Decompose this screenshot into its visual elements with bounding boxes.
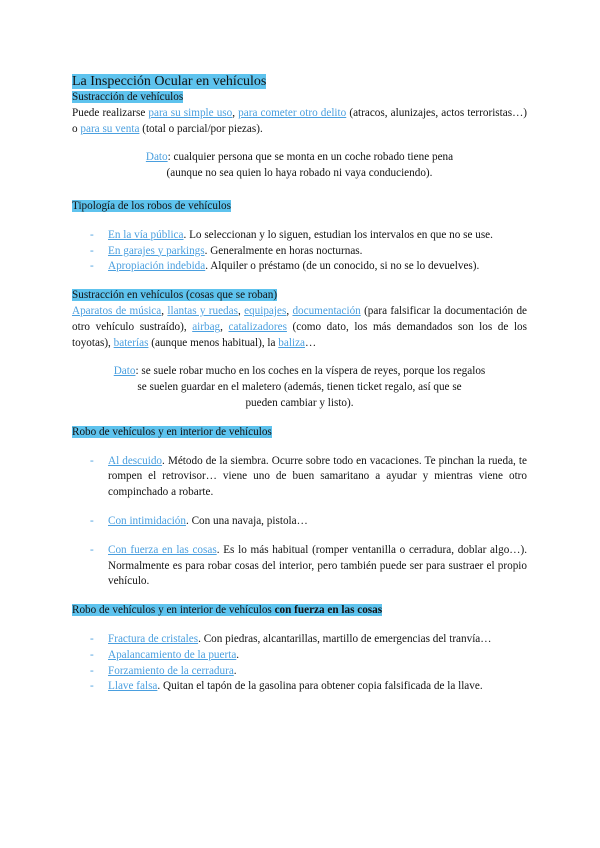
list-item: - Fractura de cristales. Con piedras, alcantarillas, martillo de emergencias del tranvía…	[90, 632, 492, 645]
link-garajes[interactable]: En garajes y parkings	[108, 244, 205, 257]
link-apalancamiento[interactable]: Apalancamiento de la puerta	[108, 648, 237, 661]
list-item: - En la vía pública. Lo seleccionan y lo siguen, estudian los intervalos en que no se use.	[90, 228, 493, 241]
section-heading-cosas-robadas: Sustracción en vehículos (cosas que se roban)	[72, 289, 278, 302]
document-title: La Inspección Ocular en vehículos	[72, 74, 267, 89]
link-con-intimidacion[interactable]: Con intimidación	[108, 514, 186, 527]
link-apropiacion[interactable]: Apropiación indebida	[108, 260, 206, 273]
link-fractura-cristales[interactable]: Fractura de cristales	[108, 632, 199, 645]
link-al-descuido[interactable]: Al descuido	[108, 454, 163, 467]
link-airbag[interactable]: airbag	[192, 320, 221, 333]
document-content	[72, 73, 527, 695]
paragraph-sustraccion: Puede realizarse para su simple uso, para cometer otro delito (atracos, alunizajes, actos terroristas…) o para su venta (total o parcial/por piezas).	[72, 106, 528, 135]
note-dato-1-line2: (aunque no sea quien lo haya robado ni vaya conduciendo).	[166, 167, 433, 180]
link-catalizadores[interactable]: catalizadores	[228, 320, 287, 333]
link-equipajes[interactable]: equipajes	[244, 304, 287, 317]
list-fuerza-cosas	[72, 632, 527, 695]
list-item: - Apalancamiento de la puerta.	[90, 648, 240, 661]
link-llantas[interactable]: llantas y ruedas	[167, 304, 238, 317]
list-item: - En garajes y parkings. Generalmente en horas nocturnas.	[90, 244, 363, 257]
list-item: - Llave falsa. Quitan el tapón de la gasolina para obtener copia falsificada de la llave.	[90, 680, 483, 693]
section-heading-robo-vehiculos: Robo de vehículos y en interior de vehículos	[72, 425, 272, 438]
list-robo-vehiculos-2	[72, 514, 527, 530]
list-robo-vehiculos	[72, 454, 527, 501]
link-via-publica[interactable]: En la vía pública	[108, 228, 184, 241]
link-llave-falsa[interactable]: Llave falsa	[108, 680, 158, 693]
list-robo-vehiculos-3	[72, 543, 527, 590]
note-dato-1: Dato: cualquier persona que se monta en un coche robado tiene pena	[145, 151, 454, 164]
note-label[interactable]: Dato	[113, 365, 136, 378]
section-heading-sustraccion: Sustracción de vehículos	[72, 91, 184, 103]
section-heading-fuerza-cosas: Robo de vehículos y en interior de vehículos con fuerza en las cosas	[72, 604, 383, 617]
note-dato-2-line2: se suelen guardar en el maletero (además, tienen ticket regalo, así que se	[137, 381, 462, 394]
note-dato-2-line3: pueden cambiar y listo).	[245, 396, 354, 409]
link-baterias[interactable]: baterías	[113, 336, 149, 349]
note-dato-2: Dato: se suele robar mucho en los coches en la víspera de reyes, porque los regalos	[113, 365, 486, 378]
section-heading-tipologia: Tipología de los robos de vehículos	[72, 199, 232, 212]
list-tipologia	[72, 228, 527, 275]
link-simple-uso[interactable]: para su simple uso	[148, 106, 233, 119]
list-item: - Con intimidación. Con una navaja, pistola…	[90, 514, 308, 527]
list-item: - Al descuido. Método de la siembra. Ocurre sobre todo en vacaciones. Te pinchan la rueda, te rompen el retrovisor… viene uno de buen samaritano a ayudar y mientras viene otro compinchado a robarte.	[90, 454, 527, 499]
list-item: - Apropiación indebida. Alquiler o préstamo (de un conocido, si no se lo devuelves).	[90, 260, 480, 273]
link-con-fuerza[interactable]: Con fuerza en las cosas	[108, 543, 217, 556]
paragraph-cosas-robadas: Aparatos de música, llantas y ruedas, equipajes, documentación (para falsificar la documentación de otro vehículo sustraído), airbag, catalizadores (como dato, los más demandados son los de los toyotas), baterías (aunque menos habitual), la baliza…	[72, 304, 528, 349]
link-baliza[interactable]: baliza	[278, 336, 306, 349]
link-forzamiento[interactable]: Forzamiento de la cerradura	[108, 664, 234, 677]
link-documentacion[interactable]: documentación	[292, 304, 361, 317]
link-aparatos-musica[interactable]: Aparatos de música	[72, 304, 162, 317]
note-label[interactable]: Dato	[145, 151, 168, 164]
link-para-su-venta[interactable]: para su venta	[80, 122, 140, 135]
list-item: - Con fuerza en las cosas. Es lo más habitual (romper ventanilla o cerradura, doblar algo…). Normalmente es para robar cosas del interior, pero también puede ser para sustraer el propio vehículo.	[90, 543, 527, 588]
list-item: - Forzamiento de la cerradura.	[90, 664, 237, 677]
link-otro-delito[interactable]: para cometer otro delito	[238, 106, 347, 119]
